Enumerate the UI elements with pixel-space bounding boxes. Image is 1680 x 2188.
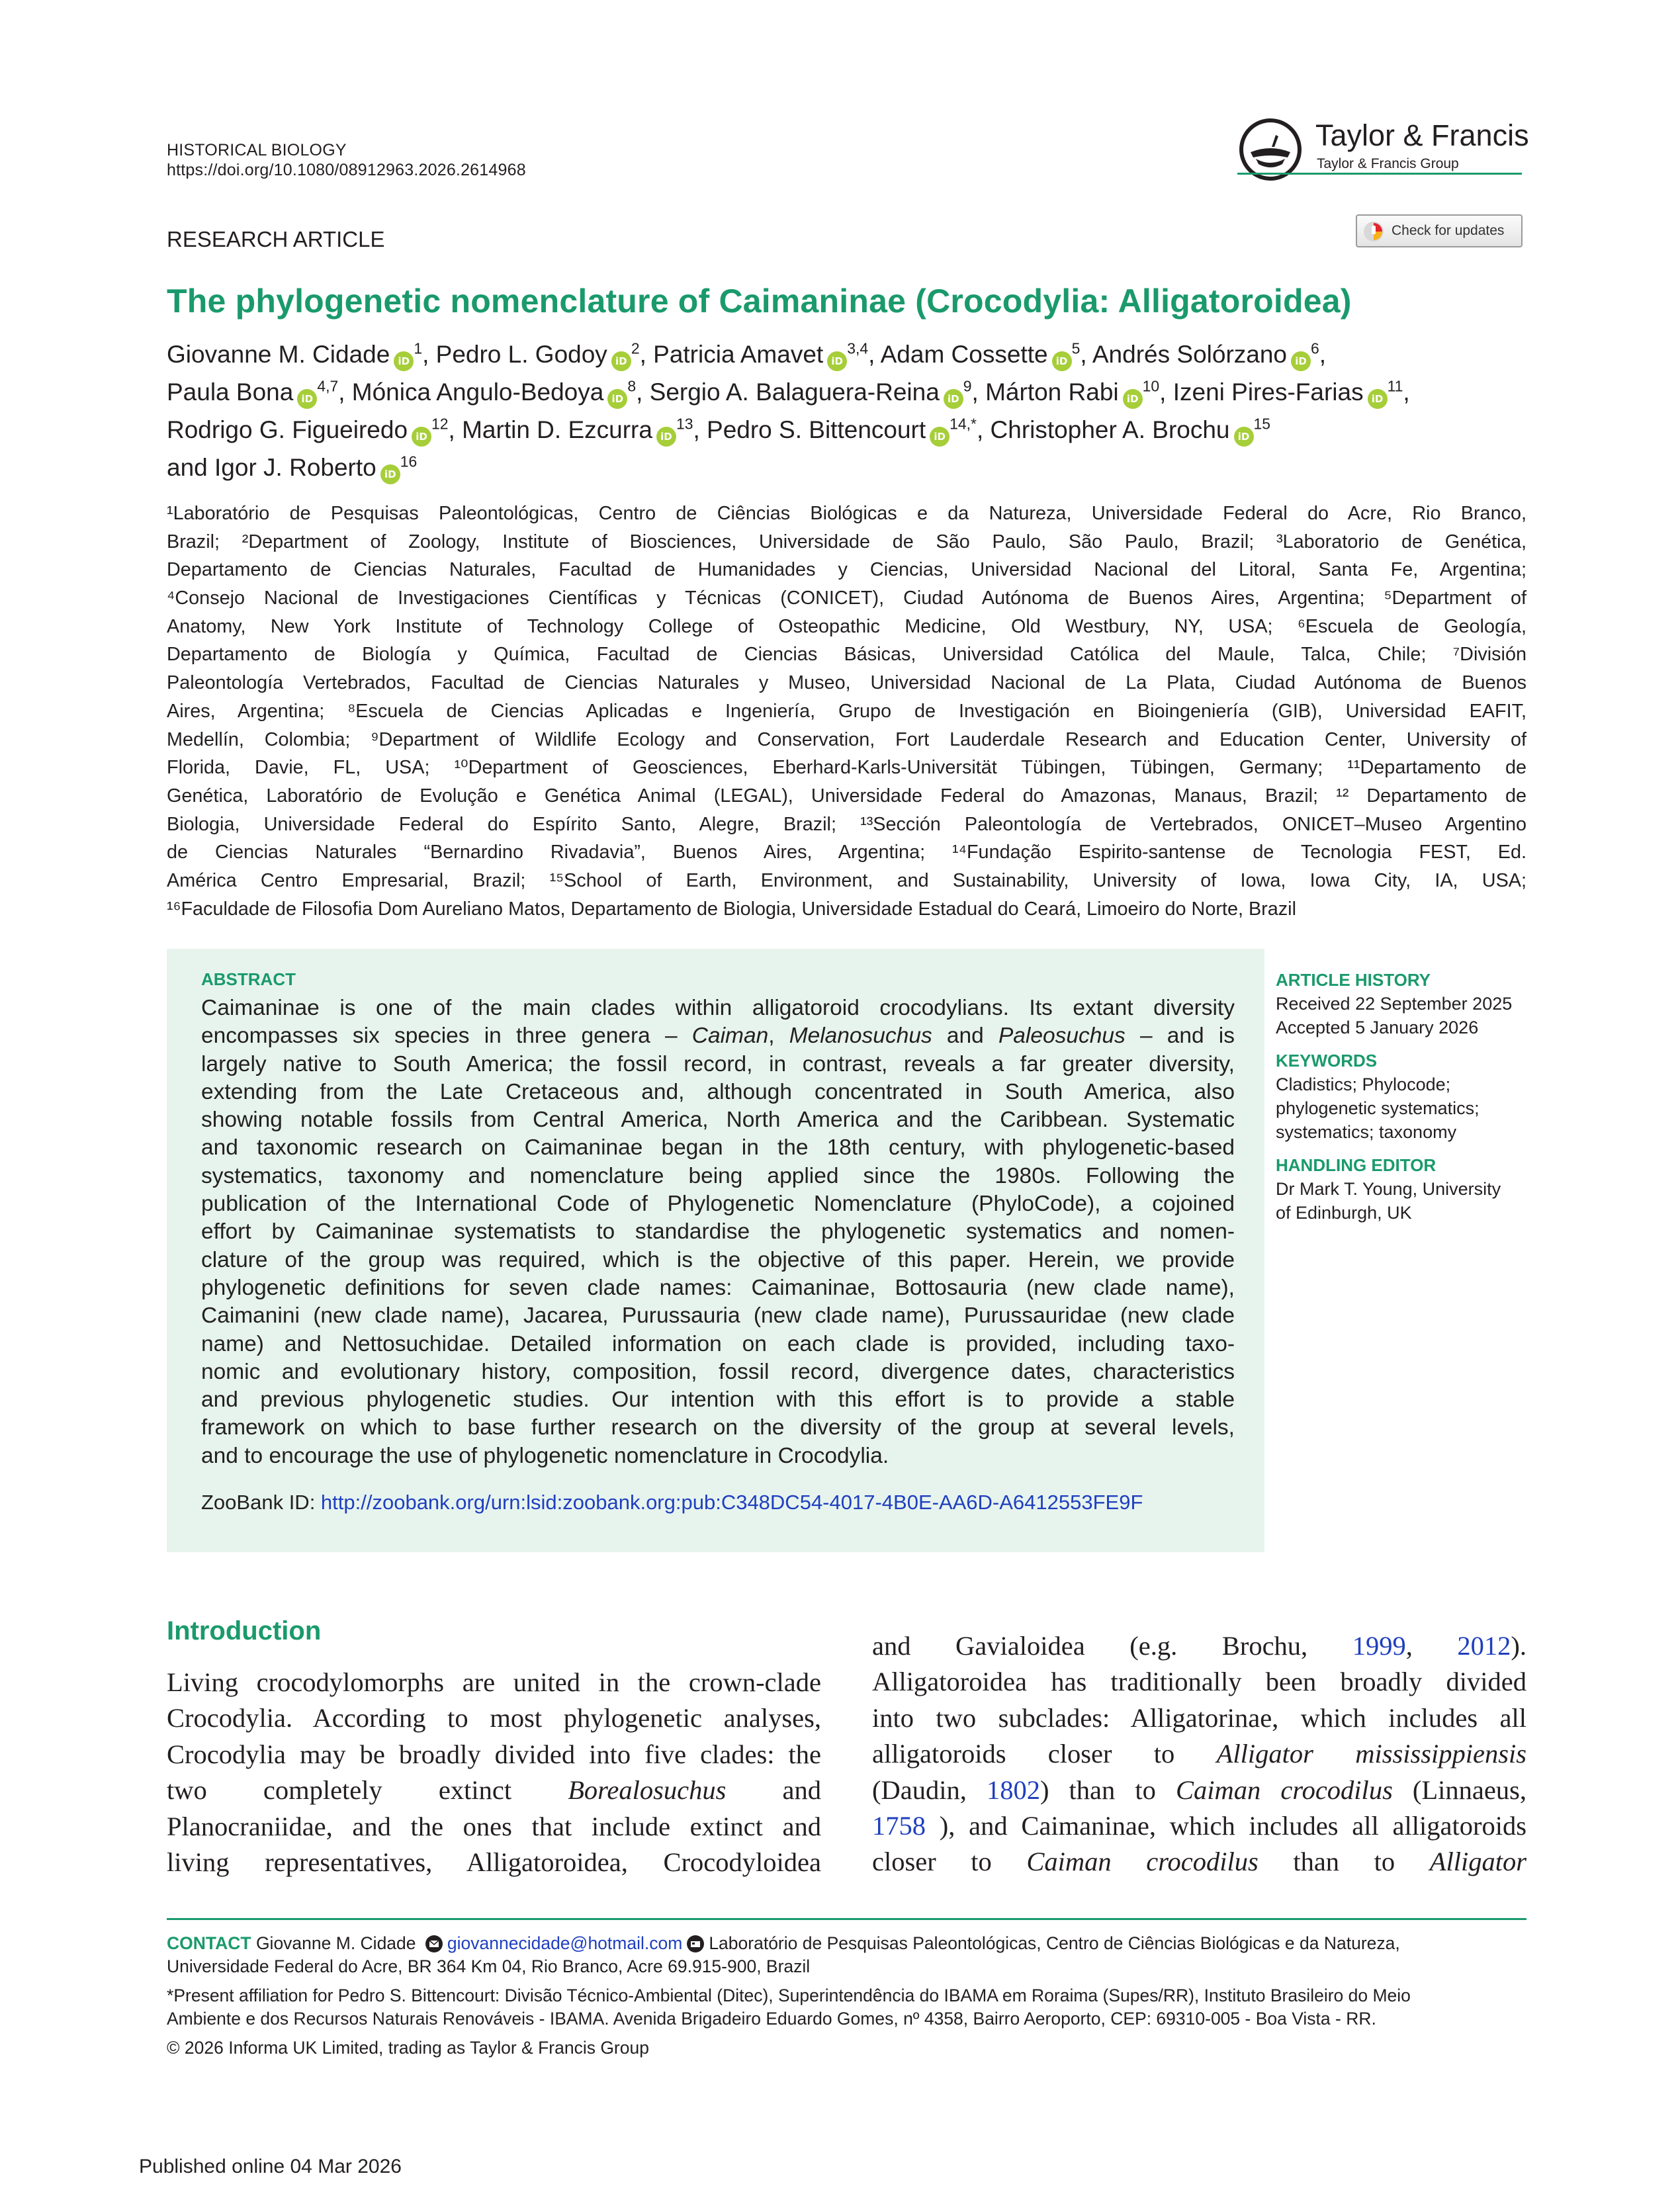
text-line: [167, 1809, 821, 1845]
citation-link[interactable]: 1999: [1352, 1631, 1406, 1661]
text-line: [167, 1772, 821, 1808]
text-line: [201, 1302, 1235, 1330]
check-updates-label: Check for updates: [1392, 223, 1505, 238]
text-line: [201, 1442, 1235, 1470]
orcid-icon[interactable]: iD: [930, 427, 950, 447]
affiliation-marker: 12: [431, 415, 449, 433]
author-separator: ,: [422, 341, 436, 368]
text-span: living representatives, Alligatoroidea, Crocodyloidea: [167, 1847, 821, 1877]
body-column-left: [167, 1665, 821, 1880]
affiliation-line: Genética, Laboratório de Evolução e Genética Animal (LEGAL), Universidade Federal do Amazonas, Manaus, Brazil; ¹² Departamento de: [167, 785, 1526, 807]
affiliation-marker: 2: [631, 339, 640, 357]
affiliation-line: ¹Laboratório de Pesquisas Paleontológicas, Centro de Ciências Biológicas e da Natureza, Universidade Federal do Acre, Rio Branco,: [167, 503, 1526, 524]
journal-name: HISTORICAL BIOLOGY: [167, 141, 347, 159]
text-line: [201, 1218, 1235, 1246]
text-span: clature of the group was required, which is the objective of this paper. Herein, we provide: [201, 1247, 1235, 1272]
text-line: [201, 1274, 1235, 1302]
text-line: [201, 1134, 1235, 1162]
footer-rule: [167, 1918, 1526, 1920]
editor-line: of Edinburgh, UK: [1276, 1203, 1412, 1223]
author-line: [167, 411, 1526, 449]
author-name[interactable]: Rodrigo G. Figueiredo: [167, 416, 408, 443]
text-line: [201, 1022, 1235, 1050]
affiliation-note-line: Ambiente e dos Recursos Naturais Renováveis - IBAMA. Avenida Brigadeiro Eduardo Gomes, nº 4358, Bairro Aeroporto, CEP: 69310-005 - Boa Vista - RR.: [167, 2008, 1376, 2029]
check-for-updates-button[interactable]: [1356, 214, 1523, 247]
contact-name: Giovanne M. Cidade: [251, 1933, 421, 1953]
orcid-icon[interactable]: iD: [1052, 351, 1072, 371]
text-span: phylogenetic definitions for seven clade names: Caimaninae, Bottosauria (new clade name),: [201, 1275, 1235, 1300]
author-separator: ,: [1319, 341, 1327, 368]
author-name[interactable]: Martin D. Ezcurra: [462, 416, 652, 443]
zoobank-id: [201, 1491, 1143, 1514]
orcid-icon[interactable]: iD: [1368, 389, 1388, 409]
keyword-line: systematics; taxonomy: [1276, 1122, 1457, 1142]
affiliation-line: Departamento de Ciencias Naturales, Facultad de Humanidades y Ciencias, Universidad Nacional del Litoral, Santa Fe, Argentina;: [167, 559, 1526, 581]
text-span: to: [1374, 1847, 1395, 1877]
author-name[interactable]: Márton Rabi: [985, 378, 1119, 406]
contact-address: Laboratório de Pesquisas Paleontológicas, Centro de Ciências Biológicas e da Natureza,: [709, 1933, 1400, 1953]
author-name[interactable]: Izeni Pires-Farias: [1172, 378, 1364, 406]
text-span: and: [782, 1775, 821, 1806]
text-span: extinct: [438, 1775, 512, 1806]
text-span: Living crocodylomorphs are united in the crown-clade: [167, 1667, 821, 1697]
text-span: ,: [768, 1024, 789, 1049]
orcid-icon[interactable]: iD: [607, 389, 627, 409]
text-span: name) and Nettosuchidae. Detailed information on each clade is provided, including taxo-: [201, 1331, 1235, 1356]
accepted-date: Accepted 5 January 2026: [1276, 1018, 1479, 1037]
text-span: and: [932, 1024, 998, 1049]
affiliation-line: Anatomy, New York Institute of Technology College of Osteopathic Medicine, Old Westbury, NY, USA; ⁶Escuela de Geología,: [167, 615, 1526, 637]
text-span: – and is: [1125, 1024, 1235, 1049]
contact-label: CONTACT: [167, 1933, 251, 1953]
affiliation-marker: 13: [676, 415, 693, 433]
author-separator: ,: [1403, 378, 1410, 406]
italic-text: Caiman crocodilus: [1026, 1847, 1259, 1877]
author-separator: ,: [1159, 378, 1173, 406]
text-span: ), and Caimaninae, which includes all alligatoroids: [939, 1810, 1526, 1841]
text-span: ) than to: [1039, 1774, 1176, 1805]
author-name[interactable]: Paula Bona: [167, 378, 294, 406]
text-span: Gavialoidea: [955, 1631, 1085, 1661]
author-name[interactable]: and Igor J. Roberto: [167, 454, 376, 481]
history-heading: ARTICLE HISTORY: [1276, 970, 1431, 990]
text-span: alligatoroids: [872, 1739, 1006, 1769]
text-line: [872, 1736, 1526, 1772]
author-line: [167, 373, 1526, 411]
text-span: Caimaninae is one of the main clades within alligatoroid crocodylians. Its extant diversity: [201, 996, 1235, 1020]
text-span: largely native to South America; the fossil record, in contrast, reveals a far greater diversity,: [201, 1051, 1235, 1076]
affiliation-line: de Ciencias Naturales “Bernardino Rivadavia”, Buenos Aires, Argentina; ¹⁴Fundação Espirito-santense de Tecnologia FEST, Ed.: [167, 842, 1526, 863]
author-name[interactable]: Patricia Amavet: [653, 341, 824, 368]
text-line: [201, 1331, 1235, 1358]
text-span: framework on which to base further research on the diversity of the group at several levels,: [201, 1415, 1235, 1440]
text-line: [167, 1845, 821, 1880]
text-line: [201, 1078, 1235, 1106]
note-marker: *: [167, 1986, 174, 2005]
note-text: Present affiliation for Pedro S. Bittencourt: Divisão Técnico-Ambiental (Ditec), Superintendência do IBAMA em Roraima (Supes/RR), Instituto Brasileiro do Meio: [173, 1986, 1411, 2005]
affiliation-note: [167, 1984, 1526, 2007]
author-separator: ,: [639, 341, 654, 368]
contact-line: [167, 1932, 1526, 1955]
citation-link[interactable]: 2012: [1457, 1631, 1511, 1661]
italic-text: Borealosuchus: [568, 1775, 727, 1806]
text-span: encompasses six species in three genera –: [201, 1024, 692, 1049]
text-span: and: [872, 1631, 911, 1661]
affiliation-line: América Centro Empresarial, Brazil; ¹⁵School of Earth, Environment, and Sustainability, University of Iowa, Iowa City, IA, USA;: [167, 869, 1526, 891]
body-column-right: [872, 1628, 1526, 1880]
contact-address-line: Universidade Federal do Acre, BR 364 Km 04, Rio Branco, Acre 69.915-900, Brazil: [167, 1956, 811, 1976]
text-span: Alligatoroidea has traditionally been broadly divided: [872, 1667, 1526, 1697]
text-line: [872, 1664, 1526, 1700]
affiliations: [167, 500, 1526, 923]
text-span: extending from the Late Cretaceous and, although concentrated in South America, also: [201, 1079, 1235, 1104]
affiliation-marker: 11: [1387, 377, 1403, 395]
text-line: [872, 1844, 1526, 1880]
author-separator: ,: [693, 416, 707, 443]
orcid-icon[interactable]: iD: [1123, 389, 1143, 409]
author-line: [167, 335, 1526, 373]
orcid-icon[interactable]: iD: [297, 389, 317, 409]
author-name[interactable]: Sergio A. Balaguera-Reina: [649, 378, 940, 406]
text-span: effort by Caimaninae systematists to standardise the phylogenetic systematics and nomen-: [201, 1219, 1235, 1245]
affiliation-line: Brazil; ²Department of Zoology, Institute of Biosciences, Universidade de São Paulo, São Paulo, Brazil; ³Laboratorio de Genética,: [167, 531, 1526, 552]
author-list: [167, 335, 1526, 486]
text-line: [201, 1162, 1235, 1190]
affiliation-line: Medellín, Colombia; ⁹Department of Wildlife Ecology and Conservation, Fort Lauderdale Research and Education Center, University of: [167, 728, 1526, 750]
received-date: Received 22 September 2025: [1276, 994, 1513, 1014]
author-name[interactable]: Giovanne M. Cidade: [167, 341, 390, 368]
affiliation-marker: 3,4: [847, 339, 869, 357]
orcid-icon[interactable]: iD: [944, 389, 963, 409]
orcid-icon[interactable]: iD: [394, 351, 414, 371]
affiliation-line: Aires, Argentina; ⁸Escuela de Ciencias Aplicadas e Ingeniería, Grupo de Investigación en Bioingeniería (GIB), Universidad EAFIT,: [167, 700, 1526, 722]
author-separator: ,: [636, 378, 650, 406]
italic-text: Caiman crocodilus: [1175, 1774, 1393, 1805]
text-line: [201, 1247, 1235, 1274]
abstract-heading: ABSTRACT: [201, 969, 296, 989]
citation-link[interactable]: 1758: [872, 1810, 926, 1841]
keyword-line: phylogenetic systematics;: [1276, 1098, 1480, 1118]
handling-editor: [1276, 1153, 1534, 1225]
text-span: two: [167, 1775, 207, 1806]
text-span: nomic and evolutionary history, composition, fossil record, divergence dates, characteristics: [201, 1359, 1235, 1384]
article-type: RESEARCH ARTICLE: [167, 227, 385, 251]
punctuation: ,: [1405, 1631, 1413, 1661]
orcid-icon[interactable]: iD: [611, 351, 631, 371]
text-span: into two subclades: Alligatorinae, which includes all: [872, 1702, 1526, 1733]
affiliation-marker: 16: [400, 453, 418, 470]
published-date: Published online 04 Mar 2026: [139, 2156, 402, 2177]
affiliation-marker: 15: [1253, 415, 1271, 433]
text-line: [201, 1414, 1235, 1442]
italic-text: Alligator mississippiensis: [1216, 1739, 1526, 1769]
text-span: Brochu,: [1221, 1631, 1308, 1661]
italic-text: Paleosuchus: [998, 1024, 1126, 1049]
italic-text: Alligator: [1429, 1847, 1527, 1877]
orcid-icon[interactable]: iD: [380, 464, 400, 484]
text-line: [872, 1772, 1526, 1808]
author-separator: ,: [868, 341, 881, 368]
text-span: (e.g.: [1129, 1631, 1178, 1661]
keywords-heading: KEYWORDS: [1276, 1051, 1378, 1071]
orcid-icon[interactable]: iD: [1234, 427, 1254, 447]
text-line: [201, 1051, 1235, 1078]
affiliation-marker: 5: [1071, 339, 1081, 357]
italic-text: Caiman: [691, 1024, 769, 1049]
affiliation-marker: 8: [627, 377, 637, 395]
text-line: [872, 1808, 1526, 1844]
text-span: completely: [263, 1775, 382, 1806]
text-span: to: [1153, 1739, 1175, 1769]
text-span: showing notable fossils from Central America, North America and the Caribbean. Systematic: [201, 1108, 1235, 1133]
author-name[interactable]: Andrés Solórzano: [1092, 341, 1287, 368]
article-title: The phylogenetic nomenclature of Caimaninae (Crocodylia: Alligatoroidea): [167, 283, 1352, 320]
author-name[interactable]: Pedro S. Bittencourt: [707, 416, 926, 443]
text-span: and previous phylogenetic studies. Our intention with this effort is to provide a stable: [201, 1387, 1235, 1413]
text-span: (Daudin,: [872, 1774, 987, 1805]
text-span: Crocodylia. According to most phylogenetic analyses,: [167, 1703, 821, 1733]
text-span: Planocraniidae, and the ones that include extinct and: [167, 1811, 821, 1841]
address-icon: [686, 1935, 705, 1953]
keyword-line: Cladistics; Phylocode;: [1276, 1074, 1451, 1094]
author-line: [167, 449, 1526, 486]
article-history: [1276, 968, 1534, 1039]
affiliation-line: Biologia, Universidade Federal do Espírito Santo, Alegre, Brazil; ¹³Sección Paleontología de Vertebrados, ONICET–Museo Argentino: [167, 813, 1526, 835]
text-line: [201, 1190, 1235, 1218]
text-line: [201, 1106, 1235, 1134]
affiliation-line: Florida, Davie, FL, USA; ¹⁰Department of Geosciences, Eberhard-Karls-Universität Tübingen, Tübingen, Germany; ¹¹Departamento de: [167, 757, 1526, 779]
doi-link[interactable]: https://doi.org/10.1080/08912963.2026.2614968: [167, 161, 526, 179]
author-separator: ,: [338, 378, 352, 406]
publisher-rule: [1237, 173, 1522, 175]
affiliation-marker: 4,7: [317, 377, 339, 395]
author-name[interactable]: Christopher A. Brochu: [990, 416, 1230, 443]
orcid-icon[interactable]: iD: [827, 351, 847, 371]
affiliation-line: ⁴Consejo Nacional de Investigaciones Científicas y Técnicas (CONICET), Ciudad Autónoma de Buenos Aires, Argentina; ⁵Department of: [167, 588, 1526, 609]
author-separator: ,: [971, 378, 986, 406]
author-name[interactable]: Adam Cossette: [880, 341, 1048, 368]
text-span: closer: [872, 1847, 936, 1877]
text-line: [872, 1700, 1526, 1736]
article-sidebar: [1276, 968, 1534, 1234]
publisher-name: Taylor & Francis: [1315, 118, 1529, 152]
zoobank-link[interactable]: http://zoobank.org/urn:lsid:zoobank.org:pub:C348DC54-4017-4B0E-AA6D-A6412553FE9F: [320, 1491, 1143, 1514]
affiliation-line: Paleontología Vertebrados, Facultad de Ciencias Naturales y Museo, Universidad Nacional de La Plata, Ciudad Autónoma de Buenos: [167, 672, 1526, 694]
copyright: © 2026 Informa UK Limited, trading as Taylor & Francis Group: [167, 2038, 649, 2058]
italic-text: Melanosuchus: [789, 1024, 932, 1049]
orcid-icon[interactable]: iD: [656, 427, 676, 447]
text-span: Crocodylia may be broadly divided into five clades: the: [167, 1739, 821, 1769]
text-span: to: [971, 1847, 992, 1877]
author-name[interactable]: Mónica Angulo-Bedoya: [351, 378, 604, 406]
text-span: and taxonomic research on Caimaninae began in the 18th century, with phylogenetic-based: [201, 1135, 1235, 1160]
contact-email[interactable]: giovannecidade@hotmail.com: [447, 1933, 683, 1953]
text-line: [167, 1737, 821, 1772]
affiliation-marker: 14,*: [950, 415, 977, 433]
text-line: [167, 1665, 821, 1700]
author-separator: ,: [1080, 341, 1092, 368]
text-line: [201, 994, 1235, 1022]
text-span: and to encourage the use of phylogenetic nomenclature in Crocodylia.: [201, 1443, 889, 1468]
author-name[interactable]: Pedro L. Godoy: [435, 341, 607, 368]
text-span: systematics, taxonomy and nomenclature being applied since the 1980s. Following the: [201, 1163, 1235, 1188]
footer-notes: [167, 1932, 1526, 2060]
introduction-heading: Introduction: [167, 1616, 322, 1645]
journal-header: [167, 140, 526, 180]
publisher-group: Taylor & Francis Group: [1317, 156, 1459, 171]
affiliation-marker: 10: [1142, 377, 1160, 395]
text-span: closer: [1047, 1739, 1112, 1769]
text-line: [201, 1386, 1235, 1414]
affiliation-marker: 1: [414, 339, 423, 357]
text-line: [872, 1628, 1526, 1664]
orcid-icon[interactable]: iD: [412, 427, 431, 447]
affiliation-marker: 9: [963, 377, 972, 395]
editor-line: Dr Mark T. Young, University: [1276, 1179, 1501, 1199]
keywords: [1276, 1049, 1534, 1144]
text-span: Caimanini (new clade name), Jacarea, Purussauria (new clade name), Purussauridae (new clade: [201, 1303, 1235, 1329]
text-span: than: [1293, 1847, 1340, 1877]
check-updates-icon: [1362, 220, 1385, 243]
orcid-icon[interactable]: iD: [1291, 351, 1311, 371]
affiliation-marker: 6: [1311, 339, 1319, 357]
email-icon: [425, 1935, 443, 1953]
text-line: [167, 1700, 821, 1736]
editor-heading: HANDLING EDITOR: [1276, 1155, 1437, 1175]
zoobank-label: ZooBank ID:: [201, 1491, 321, 1514]
affiliation-line: ¹⁶Faculdade de Filosofia Dom Aureliano Matos, Departamento de Biologia, Universidade Estadual do Ceará, Limoeiro do Norte, Brazil: [167, 898, 1296, 920]
citation-link[interactable]: 1802: [986, 1774, 1040, 1805]
affiliation-line: Departamento de Biología y Química, Facultad de Ciencias Básicas, Universidad Católica del Maule, Talca, Chile; ⁷División: [167, 644, 1526, 666]
text-span: (Linnaeus,: [1392, 1774, 1526, 1805]
punctuation: ).: [1511, 1631, 1527, 1661]
text-span: publication of the International Code of Phylogenetic Nomenclature (PhyloCode), a cojoined: [201, 1192, 1235, 1217]
abstract-body: [201, 994, 1235, 1470]
author-separator: ,: [448, 416, 463, 443]
author-separator: ,: [976, 416, 991, 443]
text-line: [201, 1358, 1235, 1386]
